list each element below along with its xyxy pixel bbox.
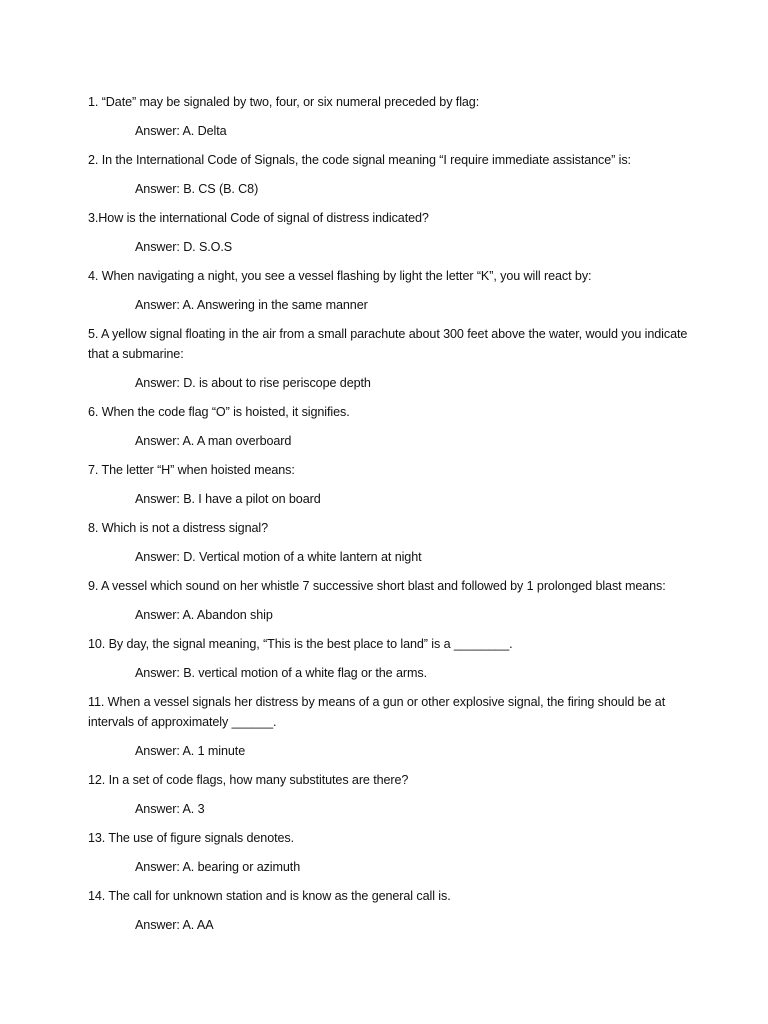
answer-text: Answer: A. Answering in the same manner xyxy=(135,298,368,312)
question-text: 12. In a set of code flags, how many substitutes are there? xyxy=(88,773,409,787)
question-text: 13. The use of figure signals denotes. xyxy=(88,831,295,845)
answer-text: Answer: A. Abandon ship xyxy=(135,608,273,622)
answer-text: Answer: D. Vertical motion of a white lantern at night xyxy=(135,550,422,564)
question-text: 7. The letter “H” when hoisted means: xyxy=(88,463,295,477)
question-text: 5. A yellow signal floating in the air from a small parachute about 300 feet above the water, would you indicate that a submarine: xyxy=(88,327,688,361)
answer-text: Answer: A. bearing or azimuth xyxy=(135,860,301,874)
question-text: 1. “Date” may be signaled by two, four, or six numeral preceded by flag: xyxy=(88,95,480,109)
qa-item-10 xyxy=(88,634,688,683)
answer-text: Answer: B. I have a pilot on board xyxy=(135,492,321,506)
question-text: 9. A vessel which sound on her whistle 7 successive short blast and followed by 1 prolonged blast means: xyxy=(88,579,666,593)
answer-text: Answer: A. AA xyxy=(135,918,214,932)
question-text: 2. In the International Code of Signals, the code signal meaning “I require immediate assistance” is: xyxy=(88,153,631,167)
question-text: 11. When a vessel signals her distress by means of a gun or other explosive signal, the firing should be at intervals of approximately ______. xyxy=(88,695,666,729)
question-text: 8. Which is not a distress signal? xyxy=(88,521,268,535)
question-text: 6. When the code flag “O” is hoisted, it signifies. xyxy=(88,405,350,419)
answer-text: Answer: B. vertical motion of a white flag or the arms. xyxy=(135,666,427,680)
qa-item-8 xyxy=(88,518,688,567)
qa-item-9 xyxy=(88,576,688,625)
qa-item-14 xyxy=(88,886,688,935)
question-text: 3.How is the international Code of signal of distress indicated? xyxy=(88,211,429,225)
question-text: 4. When navigating a night, you see a vessel flashing by light the letter “K”, you will react by: xyxy=(88,269,592,283)
answer-text: Answer: D. S.O.S xyxy=(135,240,233,254)
question-answer-list xyxy=(88,92,688,944)
qa-item-4 xyxy=(88,266,688,315)
answer-text: Answer: A. 3 xyxy=(135,802,205,816)
answer-text: Answer: A. 1 minute xyxy=(135,744,246,758)
qa-item-13 xyxy=(88,828,688,877)
qa-item-6 xyxy=(88,402,688,451)
qa-item-11 xyxy=(88,692,688,761)
question-text: 14. The call for unknown station and is know as the general call is. xyxy=(88,889,451,903)
answer-text: Answer: A. A man overboard xyxy=(135,434,292,448)
answer-text: Answer: A. Delta xyxy=(135,124,227,138)
answer-text: Answer: B. CS (B. C8) xyxy=(135,182,259,196)
qa-item-2 xyxy=(88,150,688,199)
qa-item-1 xyxy=(88,92,688,141)
answer-text: Answer: D. is about to rise periscope depth xyxy=(135,376,371,390)
qa-item-12 xyxy=(88,770,688,819)
qa-item-5 xyxy=(88,324,688,393)
qa-item-7 xyxy=(88,460,688,509)
qa-item-3 xyxy=(88,208,688,257)
question-text: 10. By day, the signal meaning, “This is the best place to land” is a ________. xyxy=(88,637,513,651)
